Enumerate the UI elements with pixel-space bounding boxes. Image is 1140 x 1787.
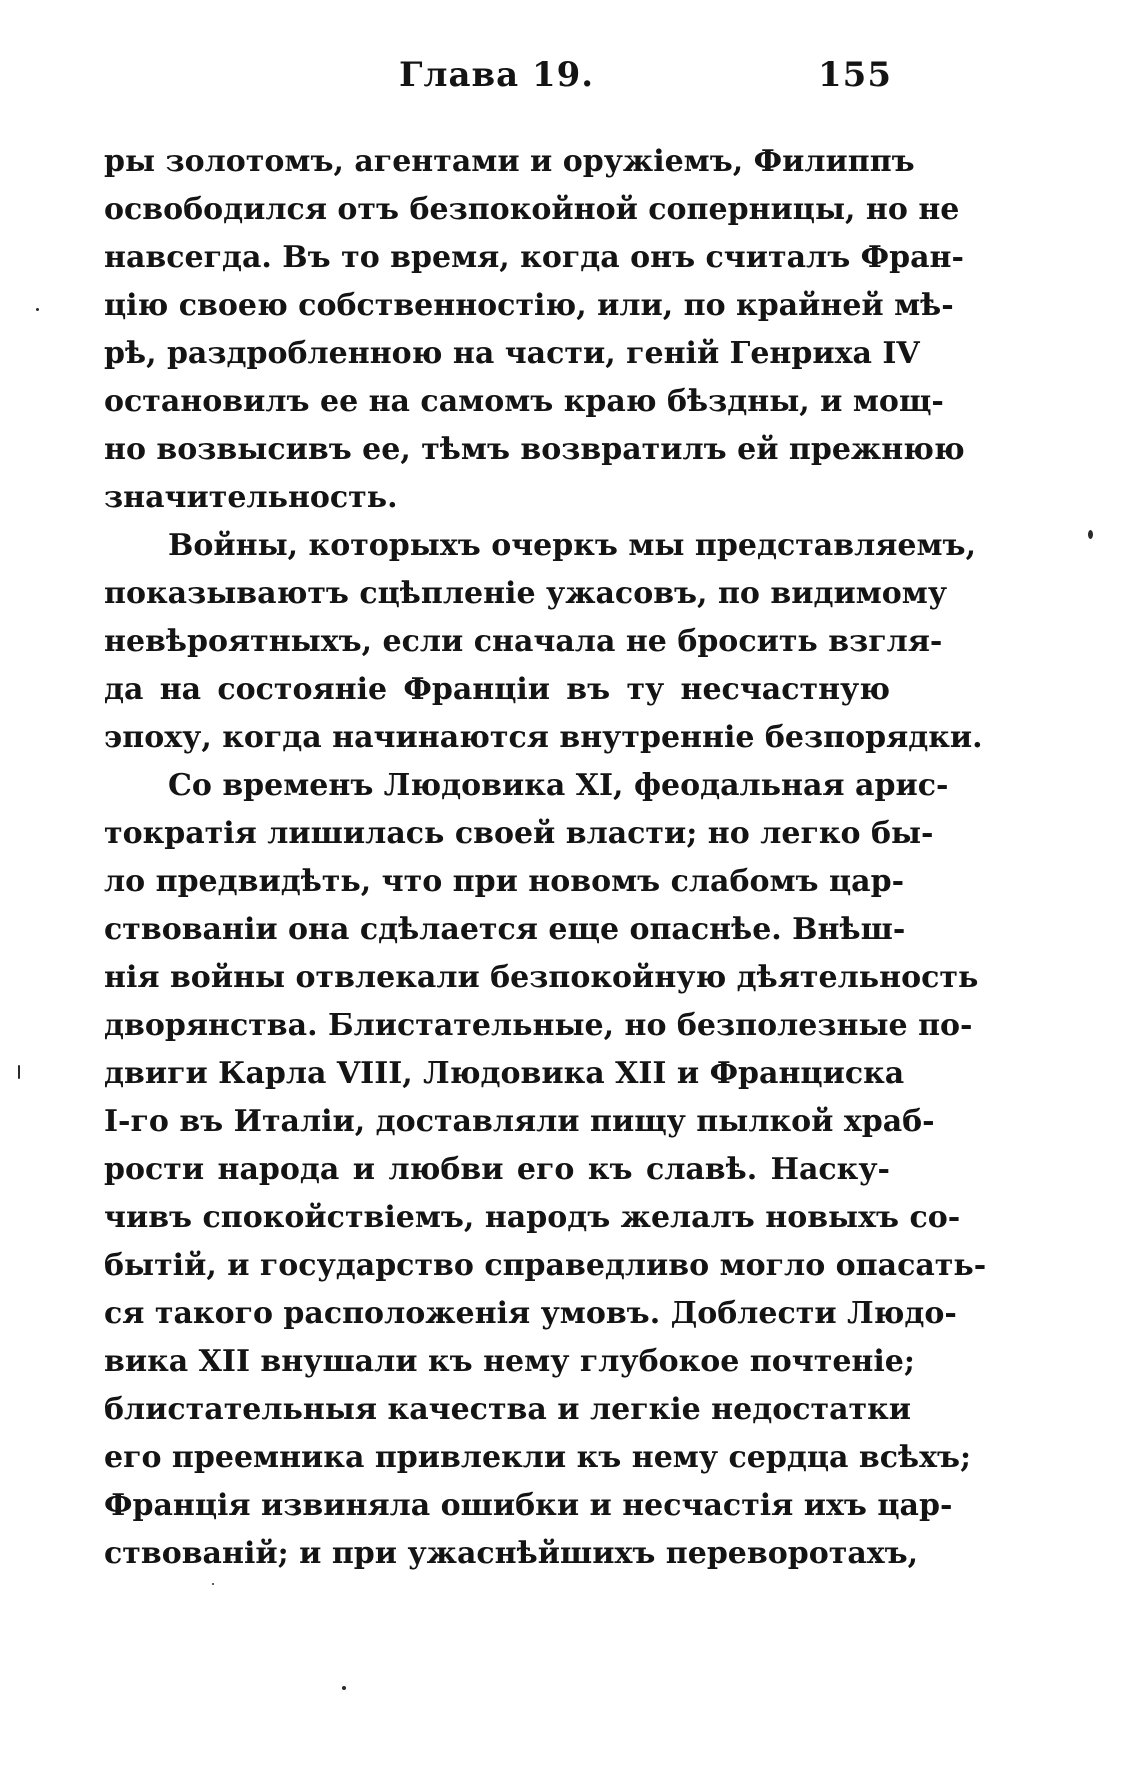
scan-speck: [1088, 530, 1093, 539]
text-line: Со временъ Людовика XI, феодальная арис-: [168, 768, 949, 803]
body-text: [104, 138, 987, 1578]
text-line: двиги Карла VIII, Людовика XII и Франциска: [104, 1056, 905, 1091]
text-line: бытій, и государство справедливо могло опасать-: [104, 1248, 987, 1283]
running-head: [104, 52, 894, 98]
text-line: вика XII внушали къ нему глубокое почтеніе;: [104, 1344, 915, 1379]
text-line: невѣроятныхъ, если сначала не бросить взгля-: [104, 624, 943, 659]
chapter-heading: Глава 19.: [399, 55, 595, 95]
text-line: эпоху, когда начинаются внутренніе безпорядки.: [104, 720, 983, 755]
text-line: показываютъ сцѣпленіе ужасовъ, по видимому: [104, 576, 948, 611]
text-line: тократія лишилась своей власти; но легко бы-: [104, 816, 934, 851]
text-line: ся такого расположенія умовъ. Доблести Людо-: [104, 1296, 957, 1331]
text-line: чивъ спокойствіемъ, народъ желалъ новыхъ со-: [104, 1200, 961, 1235]
text-line: значительность.: [104, 480, 398, 515]
text-line: навсегда. Въ то время, когда онъ считалъ Фран-: [104, 240, 964, 275]
text-line: ры золотомъ, агентами и оружіемъ, Филиппъ: [104, 144, 915, 179]
scan-speck: [212, 1583, 214, 1585]
paragraph-1: [104, 138, 965, 522]
text-line: Франція извиняла ошибки и несчастія ихъ цар-: [104, 1488, 953, 1523]
text-line: блистательныя качества и легкіе недостатки: [104, 1392, 912, 1427]
text-line: но возвысивъ ее, тѣмъ возвратилъ ей прежнюю: [104, 432, 965, 467]
text-line: его преемника привлекли къ нему сердца всѣхъ;: [104, 1440, 972, 1475]
text-line: рѣ, раздробленною на части, геній Генриха IV: [104, 336, 920, 371]
scan-speck: [342, 1686, 346, 1690]
paragraph-2: [104, 522, 983, 762]
text-line: остановилъ ее на самомъ краю бѣздны, и мощ-: [104, 384, 944, 419]
text-line: нія войны отвлекали безпокойную дѣятельность: [104, 960, 979, 995]
text-line: Войны, которыхъ очеркъ мы представляемъ,: [168, 528, 977, 563]
page-number: 155: [818, 55, 892, 95]
paragraph-3: [104, 762, 987, 1578]
text-line: ло предвидѣть, что при новомъ слабомъ цар-: [104, 864, 905, 899]
text-line: рости народа и любви его къ славѣ. Наску-: [104, 1152, 890, 1187]
text-line: да на состояніе Франціи въ ту несчастную: [104, 672, 890, 707]
scan-speck: [18, 1065, 20, 1079]
text-line: цію своею собственностію, или, по крайней мѣ-: [104, 288, 954, 323]
text-line: ствованіи она сдѣлается еще опаснѣе. Внѣш-: [104, 912, 906, 947]
text-line: ствованій; и при ужаснѣйшихъ переворотахъ,: [104, 1536, 919, 1571]
text-line: дворянства. Блистательные, но безполезные по-: [104, 1008, 973, 1043]
scan-speck: [36, 308, 39, 311]
text-line: освободился отъ безпокойной соперницы, но не: [104, 192, 960, 227]
text-line: I-го въ Италіи, доставляли пищу пылкой храб-: [104, 1104, 935, 1139]
